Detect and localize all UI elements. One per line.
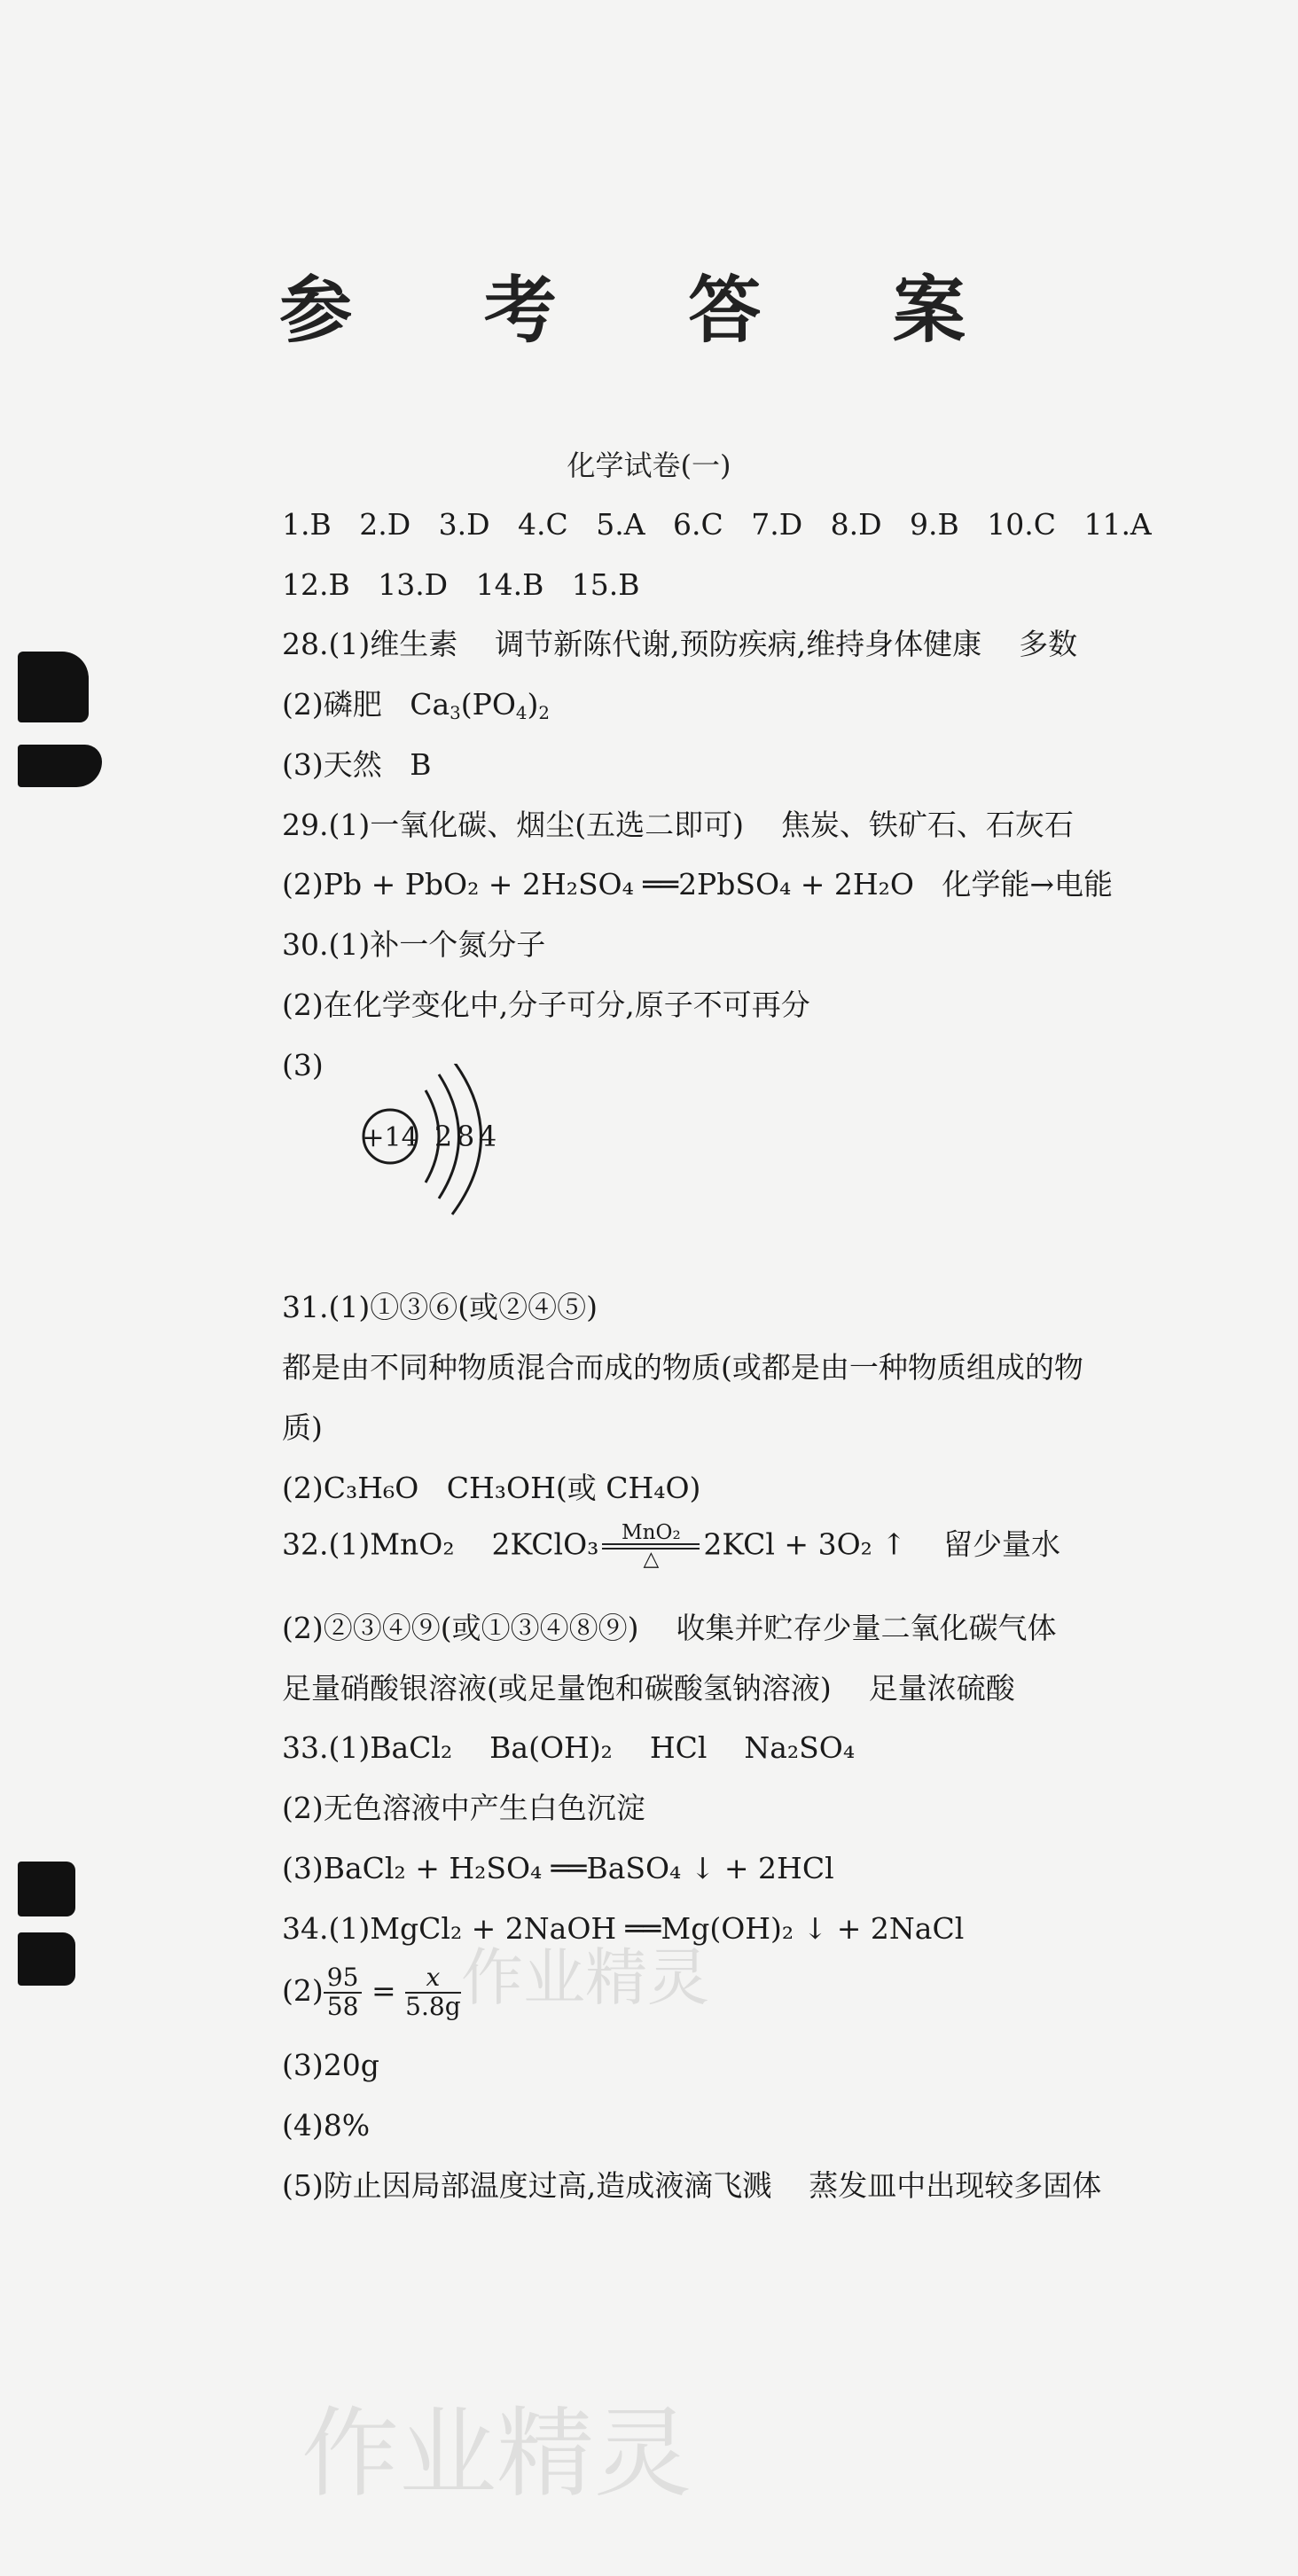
shell-electrons-2: 8 — [456, 1120, 475, 1153]
q33-part2: (2)无色溶液中产生白色沉淀 — [282, 1791, 645, 1825]
q33-part3: (3)BaCl₂ + H₂SO₄ ══BaSO₄ ↓ + 2HCl — [282, 1851, 834, 1885]
shell-electrons-3: 4 — [478, 1120, 497, 1153]
q30-part3: (3) — [282, 1048, 324, 1082]
binding-mark-top-2 — [18, 745, 102, 787]
q32-part2: (2)②③④⑨(或①③④⑧⑨) 收集并贮存少量二氧化碳气体 — [282, 1611, 1057, 1645]
binding-mark-bottom — [18, 1862, 75, 1916]
q31-part2: (2)C₃H₆O CH₃OH(或 CH₄O) — [282, 1471, 701, 1505]
q34-part2: (2) $\frac{95}{58}$ = $\frac{x}{5.8g}$ — [282, 1963, 461, 2021]
q34-part4: (4)8% — [282, 2108, 371, 2143]
shell-electrons-1: 2 — [434, 1120, 453, 1153]
exam-subtitle: 化学试卷(一) — [567, 449, 731, 482]
watermark-bottom: 作业精灵 — [301, 2397, 692, 2510]
q31-part1: 31.(1)①③⑥(或②④⑤) — [282, 1290, 598, 1324]
q28-part2: (2)磷肥 $Ca_3(PO_4)_2$ — [282, 687, 550, 723]
q30-part1: 30.(1)补一个氮分子 — [282, 927, 546, 962]
page-title: 参 考 答 案 — [279, 268, 1019, 353]
mc-answers-line2: 12.B 13.D 14.B 15.B — [282, 567, 640, 602]
q29-part2: (2)Pb + PbO₂ + 2H₂SO₄ ══2PbSO₄ + 2H₂O 化学能→电能 — [282, 867, 1114, 902]
q31-reason-line1: 都是由不同种物质混合而成的物质(或都是由一种物质组成的物 — [282, 1350, 1083, 1385]
q34-part3: (3)20g — [282, 2048, 379, 2082]
q28-part3: (3)天然 B — [282, 747, 432, 782]
q31-reason-line2: 质) — [282, 1410, 323, 1445]
q34-part1: 34.(1)MgCl₂ + 2NaOH ══Mg(OH)₂ ↓ + 2NaCl — [282, 1911, 965, 1946]
binding-mark-top — [18, 652, 89, 722]
q32-part1: 32.(1)MnO₂ 2KClO₃ MnO₂ △ 2KCl + 3O₂ ↑ 留少量水 — [282, 1521, 1060, 1572]
nucleus-charge: +14 — [362, 1122, 418, 1153]
silicon-atom-structure-diagram — [355, 1064, 532, 1232]
mc-answers-line1: 1.B 2.D 3.D 4.C 5.A 6.C 7.D 8.D 9.B 10.C 11.A — [282, 507, 1152, 542]
q30-part2: (2)在化学变化中,分子可分,原子不可再分 — [282, 987, 810, 1022]
q29-part1: 29.(1)一氧化碳、烟尘(五选二即可) 焦炭、铁矿石、石灰石 — [282, 808, 1074, 842]
fraction-x-5-8g: $\frac{x}{5.8g}$ — [405, 1963, 461, 2021]
q34-part5: (5)防止因局部温度过高,造成液滴飞溅 蒸发皿中出现较多固体 — [282, 2168, 1102, 2203]
watermark-mid: 作业精灵 — [461, 1941, 709, 2014]
reaction-condition-arrow: MnO₂ △ — [602, 1523, 700, 1570]
q33-part1: 33.(1)BaCl₂ Ba(OH)₂ HCl Na₂SO₄ — [282, 1730, 856, 1765]
q32-part3: 足量硝酸银溶液(或足量饱和碳酸氢钠溶液) 足量浓硫酸 — [282, 1671, 1015, 1706]
fraction-95-58: $\frac{95}{58}$ — [324, 1964, 363, 2021]
binding-mark-bottom-2 — [18, 1932, 75, 1986]
q28-part1: 28.(1)维生素 调节新陈代谢,预防疾病,维持身体健康 多数 — [282, 627, 1078, 661]
